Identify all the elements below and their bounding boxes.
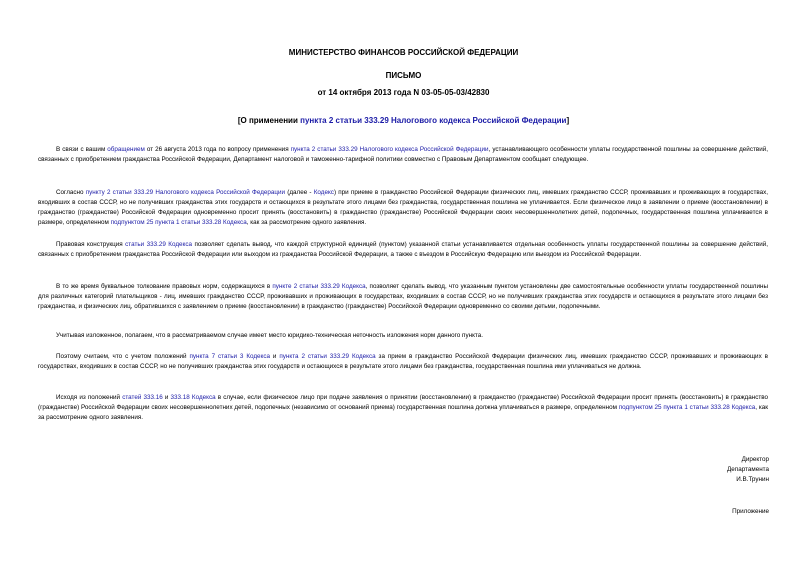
text: Поэтому считаем, что с учетом положений xyxy=(56,353,190,360)
text: за прием в гражданство Российской Федерации физических лиц, имевших гражданство СССР, проживавших и проживающих в государствах, входивших в состав СССР, но не получивших гражданства этих государств и остающихся в результате этого лицами без гражданства, государственная пошлина ими уплачиваться не должна. xyxy=(38,353,768,370)
text: Согласно xyxy=(56,189,86,196)
link-appeal[interactable]: обращением xyxy=(107,146,145,153)
text: в случае, если физическое лицо при подаче заявления о принятии (восстановлении) в гражданство (гражданстве) Российской Федерации просит принять (восстановить) в гражданство (гражданстве) Российской Федерации своих несовершеннолетних детей, подопечных (независимо от оснований приема) государственная пошлина должна уплачиваться в размере, определенном xyxy=(38,394,768,411)
paragraph-1 xyxy=(38,145,768,165)
text: В связи с вашим xyxy=(56,146,108,153)
link-article-333-28[interactable]: подпунктом 25 пункта 1 статьи 333.28 Кодекса xyxy=(618,404,756,411)
text: В то же время буквальное толкование правовых норм, содержащихся в xyxy=(56,283,273,290)
link-article-333-29[interactable]: пункте 2 статьи 333.29 Кодекса xyxy=(272,283,366,290)
signature-title: Директор xyxy=(741,456,769,463)
document-date-number: от 14 октября 2013 года N 03-05-05-03/42830 xyxy=(317,88,490,97)
text: , позволяет сделать вывод, что указанным пунктом установлены две самостоятельные особенности уплаты государственной пошлины для различных категорий плательщиков - лиц, имевших гражданство СССР, проживавших и проживающих в государствах, входивших в состав СССР, но не получивших гражданства этих государств и остающихся в результате этого лицами без гражданства, и физических лиц, обратившихся с заявлением о приеме (восстановлении) в гражданство (гражданстве) Российской Федерации одновременно со своими детьми, подопечными. xyxy=(38,283,768,310)
paragraph-6 xyxy=(38,352,768,372)
text: и xyxy=(162,394,171,401)
subject-prefix: [О применении xyxy=(237,116,301,125)
paragraph-2 xyxy=(38,188,768,228)
text: , как за рассмотрение одного заявления. xyxy=(38,404,768,421)
text: (далее - xyxy=(285,189,314,196)
subject-suffix: ] xyxy=(566,116,570,125)
link-article-333-28[interactable]: подпунктом 25 пункта 1 статьи 333.28 Кодекса xyxy=(110,219,247,226)
link-article-333-29[interactable]: статьи 333.29 Кодекса xyxy=(125,241,192,248)
paragraph-7 xyxy=(38,393,768,423)
link-article-333-16[interactable]: статей 333.16 xyxy=(122,394,163,401)
text: Учитывая изложенное, полагаем, что в рассматриваемом случае имеет место юридико-техническая неточность изложения норм данного пункта. xyxy=(56,332,483,339)
subject-link[interactable]: пункта 2 статьи 333.29 Налогового кодекса Российской Федерации xyxy=(300,116,567,125)
text: позволяет сделать вывод, что каждой структурной единицей (пунктом) указанной статьи устанавливается отдельная особенность уплаты государственной пошлины за совершение действий, связанных с приобретением гражданства Российской Федерации или выходом из гражданства Российской Федерации, а также с въездом в Российскую Федерацию или выездом из Российской Федерации. xyxy=(38,241,768,258)
document-subject xyxy=(0,116,807,125)
link-article-333-18[interactable]: 333.18 Кодекса xyxy=(170,394,216,401)
text: и xyxy=(270,353,280,360)
signature-department: Департамента xyxy=(727,466,769,473)
text: , устанавливающего особенности уплаты государственной пошлины за совершение действий, связанных с приобретением гражданства Российской Федерации, Департамент налоговой и таможенно-тарифной политики совместно с Правовым Департаментом сообщает следующее. xyxy=(38,146,768,163)
signature-name: И.В.Трунин xyxy=(736,476,769,483)
text: Правовая конструкция xyxy=(56,241,126,248)
text: Исходя из положений xyxy=(56,394,123,401)
link-article-333-29[interactable]: пункта 2 статьи 333.29 Налогового кодекса Российской Федерации xyxy=(290,146,489,153)
link-article-333-29[interactable]: пункта 2 статьи 333.29 Кодекса xyxy=(279,353,376,360)
text: от 26 августа 2013 года по вопросу применения xyxy=(144,146,291,153)
link-code[interactable]: Кодекс xyxy=(313,189,334,196)
paragraph-5 xyxy=(38,331,768,341)
paragraph-3 xyxy=(38,240,768,260)
text: , как за рассмотрение одного заявления. xyxy=(246,219,367,226)
ministry-title: МИНИСТЕРСТВО ФИНАНСОВ РОССИЙСКОЙ ФЕДЕРАЦИИ xyxy=(288,48,519,57)
paragraph-4 xyxy=(38,282,768,312)
attachment-label: Приложение xyxy=(732,508,769,515)
link-article-333-29[interactable]: пункту 2 статьи 333.29 Налогового кодекса Российской Федерации xyxy=(85,189,286,196)
document-type: ПИСЬМО xyxy=(385,71,422,80)
text: ) при приеме в гражданство Российской Федерации физических лиц, имевших гражданство СССР, проживавших и проживающих в государствах, входивших в состав СССР, но не получивших гражданства этих государств и остающихся в результате этого лицами без гражданства, государственная пошлина не уплачивается. Если физическое лицо в заявлении о приеме (восстановлении) в гражданство (гражданстве) Российской Федерации одновременно просит принять (восстановить) в гражданство (гражданстве) Российской Федерации своих несовершеннолетних детей, подопечных, государственная пошлина уплачивается в размере, определенном xyxy=(38,189,769,226)
link-article-3[interactable]: пункта 7 статьи 3 Кодекса xyxy=(189,353,271,360)
